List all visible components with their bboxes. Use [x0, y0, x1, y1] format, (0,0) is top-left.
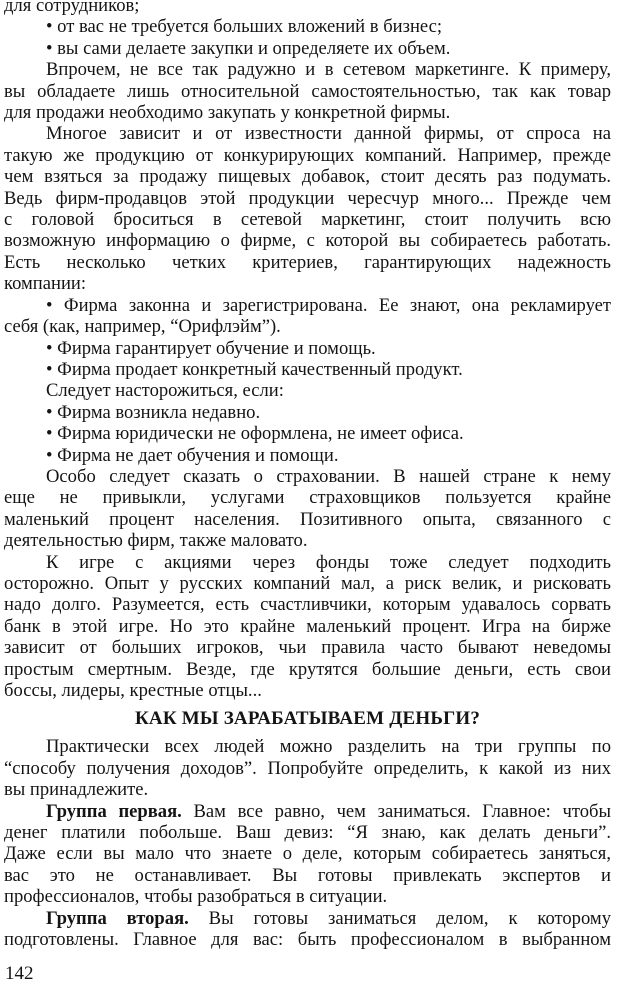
text-line: маленький процент населения. Позитивного опыта, связанного с: [4, 508, 611, 530]
text-line: еще не привыкли, услугами страховщиков пользуется крайне: [4, 487, 611, 509]
bullet-item: • Фирма не дает обучения и помощи.: [46, 444, 339, 466]
text-line: возможную информацию о фирме, с которой вы собираетесь работать.: [4, 230, 611, 252]
bullet-item: • Фирма законна и зарегистрирована. Ее знают, она рекламирует: [46, 294, 611, 316]
group-label: Группа вторая.: [46, 907, 189, 929]
text-line: Следует насторожиться, если:: [46, 380, 284, 402]
text-line: банк в этой игре. Но это крайне маленький процент. Игра на бирже: [4, 615, 611, 637]
text-line: Особо следует сказать о страховании. В нашей стране к нему: [46, 465, 611, 487]
text-line: Многое зависит и от известности данной фирмы, от спроса на: [46, 123, 611, 145]
text-line: осторожно. Опыт у русских компаний мал, а риск велик, и рисковать: [4, 572, 611, 594]
text-fragment: Вы готовы заниматься делом, к которому: [188, 907, 611, 929]
text-line: для продажи необходимо закупать у конкретной фирмы.: [4, 102, 451, 124]
text-line: Впрочем, не все так радужно и в сетевом маркетинге. К примеру,: [46, 59, 611, 81]
text-line: Даже если вы мало что знаете о деле, которым собираетесь заняться,: [4, 843, 611, 865]
text-line: себя (как, например, “Орифлэйм”).: [4, 316, 281, 338]
page-number: 142: [5, 963, 34, 984]
bullet-item: • Фирма возникла недавно.: [46, 401, 261, 423]
text-line: вас это не останавливает. Вы готовы привлекать экспертов и: [4, 864, 611, 886]
bullet-item: • вы сами делаете закупки и определяете их объем.: [46, 37, 451, 59]
text-line: К игре с акциями через фонды тоже следует подходить: [46, 551, 611, 573]
text-line: такую же продукцию от конкурирующих компаний. Например, прежде: [4, 144, 611, 166]
text-line: Ведь фирм-продавцов этой продукции чересчур много... Прежде чем: [4, 187, 611, 209]
page-body: [4, 0, 611, 950]
text-line: компании:: [4, 273, 87, 295]
text-line: деятельностью фирм, также маловато.: [4, 530, 308, 552]
text-line: подготовлены. Главное для вас: быть профессионалом в выбранном: [4, 929, 611, 951]
text-line: [4, 908, 611, 929]
text-line: для сотрудников;: [4, 0, 140, 16]
text-line: боссы, лидеры, крестные отцы...: [4, 680, 262, 701]
text-line: вы принадлежите.: [4, 779, 149, 801]
text-line: зависит от больших игроков, чьи правила часто бывают неведомы: [4, 637, 611, 659]
section-heading: КАК МЫ ЗАРАБАТЫВАЕМ ДЕНЬГИ?: [134, 708, 481, 730]
text-line: вы обладаете лишь относительной самостоятельностью, так как товар: [4, 80, 611, 102]
text-line: надо долго. Разумеется, есть счастливчики, которым удавалось сорвать: [4, 594, 611, 616]
text-fragment: Вам все равно, чем заниматься. Главное: чтобы: [181, 800, 611, 822]
bullet-item: • Фирма гарантирует обучение и помощь.: [46, 337, 376, 359]
text-line: денег платили побольше. Ваш девиз: “Я знаю, как делать деньги”.: [4, 822, 611, 844]
text-line: [4, 801, 611, 822]
text-line: простым смертным. Везде, где крутятся большие деньги, есть свои: [4, 658, 611, 680]
bullet-item: • Фирма юридически не оформлена, не имеет офиса.: [46, 423, 464, 445]
text-line: Есть несколько четких критериев, гарантирующих надежность: [4, 251, 611, 273]
text-line: Практически всех людей можно разделить на три группы по: [46, 736, 611, 758]
text-line: чем взяться за продажу пищевых добавок, стоит десять раз подумать.: [4, 166, 611, 188]
text-line: профессионалов, чтобы разобраться в ситуации.: [4, 886, 388, 908]
text-line: с головой броситься в сетевой маркетинг, стоит получить всю: [4, 209, 611, 231]
bullet-item: • от вас не требуется больших вложений в бизнес;: [46, 16, 443, 38]
text-line: “способу получения доходов”. Попробуйте определить, к какой из них: [4, 757, 611, 779]
group-label: Группа первая.: [46, 800, 182, 822]
bullet-item: • Фирма продает конкретный качественный продукт.: [46, 358, 463, 380]
